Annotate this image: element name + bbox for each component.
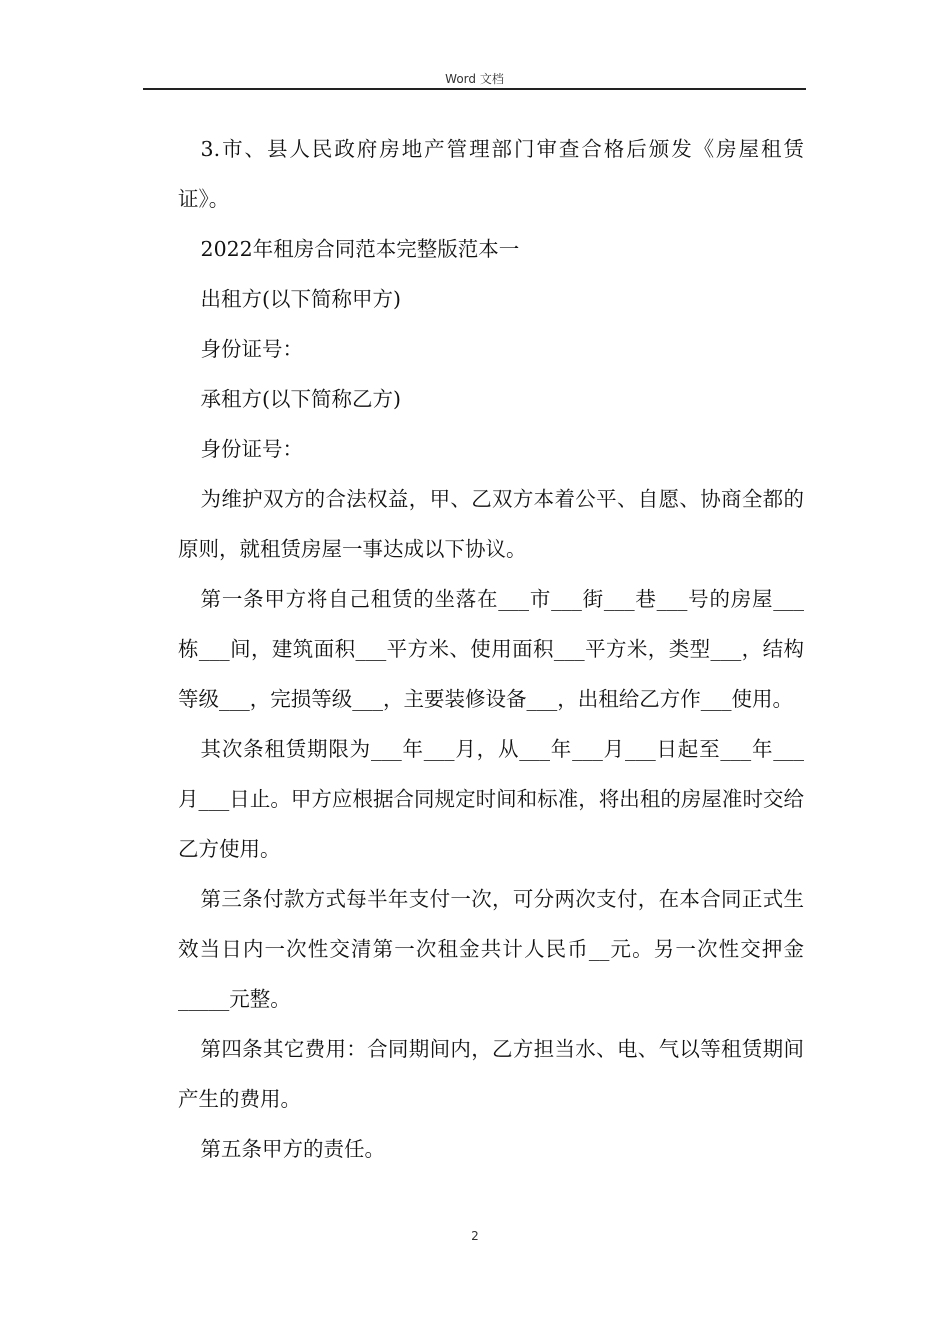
paragraph-lessor-id: 身份证号： (200, 337, 304, 361)
paragraph-article-4: 第四条其它费用：合同期间内，乙方担当水、电、气以等租赁期间产生的费用。 (178, 1037, 804, 1111)
page-header (143, 68, 806, 90)
paragraph-contract-title: 2022年租房合同范本完整版范本一 (200, 237, 520, 261)
paragraph-permit-issuance: 3.市、县人民政府房地产管理部门审查合格后颁发《房屋租赁证》。 (178, 137, 804, 211)
paragraph-lessee-id: 身份证号： (200, 437, 304, 461)
paragraph-article-1: 第一条甲方将自己租赁的坐落在___市___街___巷___号的房屋___栋___间，建筑面积___平方米、使用面积___平方米，类型___，结构等级___，完损等级___，主要装修设备___，出租给乙方作___使用。 (178, 587, 804, 711)
document-body (178, 124, 804, 1174)
paragraph-preamble: 为维护双方的合法权益，甲、乙双方本着公平、自愿、协商全都的原则，就租赁房屋一事达成以下协议。 (178, 487, 804, 561)
paragraph-article-2: 其次条租赁期限为___年___月，从___年___月___日起至___年___月___日止。甲方应根据合同规定时间和标准，将出租的房屋准时交给乙方使用。 (178, 737, 804, 861)
paragraph-lessee: 承租方(以下简称乙方) (200, 387, 402, 411)
header-title: Word 文档 (445, 72, 504, 86)
paragraph-article-3: 第三条付款方式每半年支付一次，可分两次支付，在本合同正式生效当日内一次性交清第一次租金共计人民币__元。另一次性交押金_____元整。 (178, 887, 804, 1011)
page-number: 2 (471, 1229, 479, 1243)
paragraph-lessor: 出租方(以下简称甲方) (200, 287, 402, 311)
paragraph-article-5: 第五条甲方的责任。 (200, 1137, 386, 1161)
